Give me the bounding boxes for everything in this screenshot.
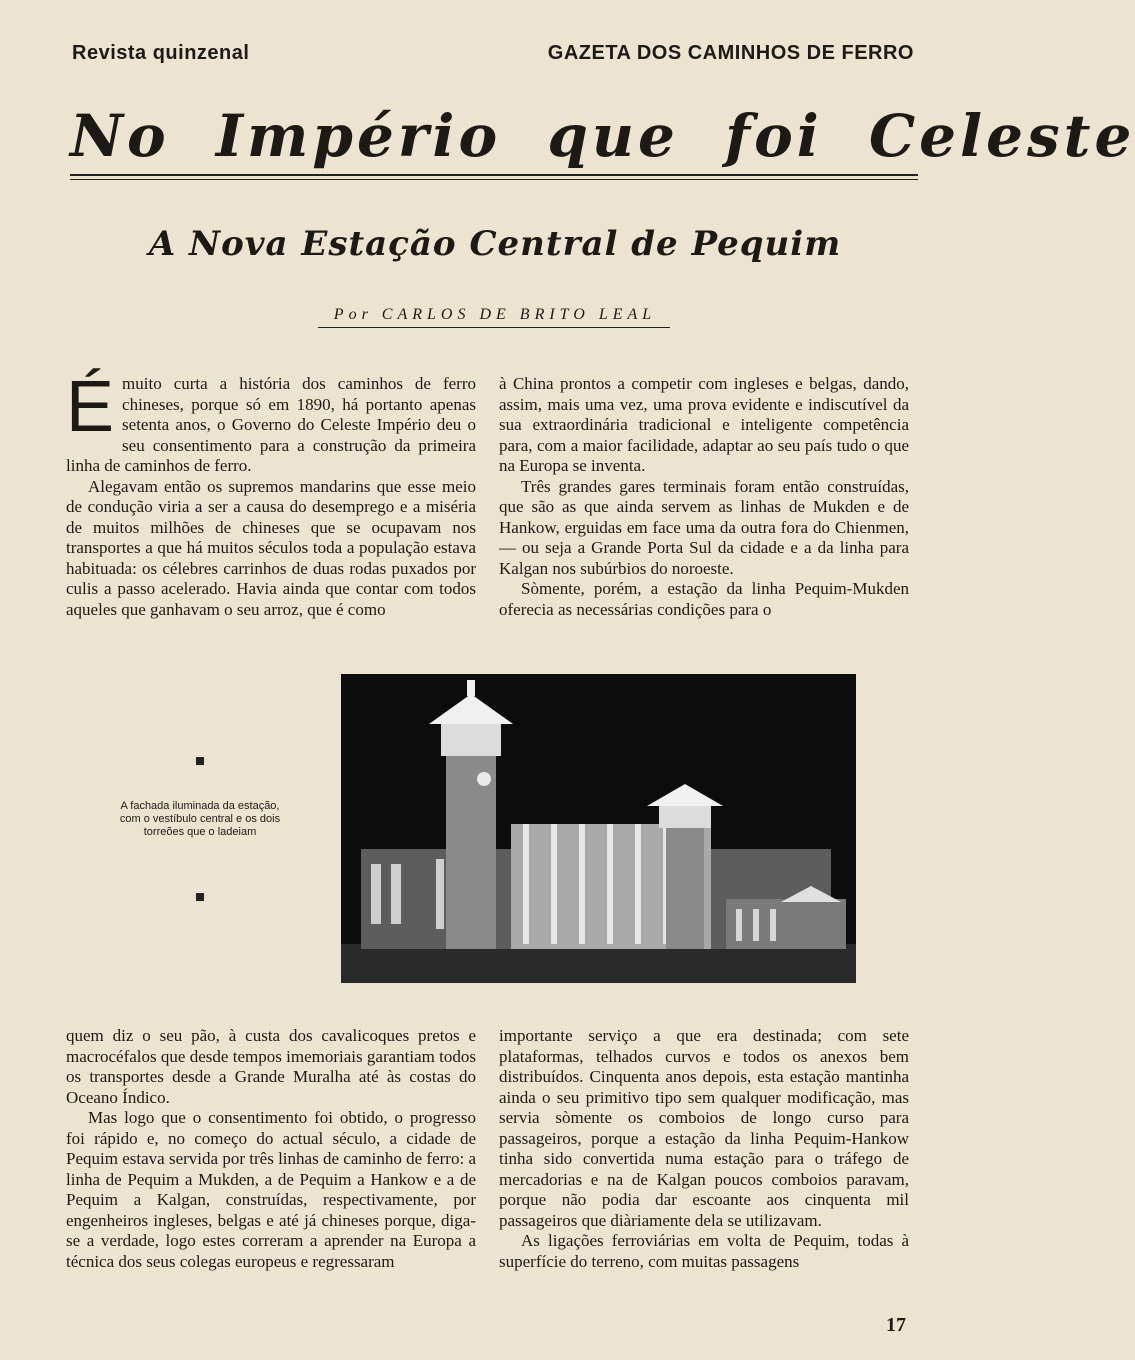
paragraph-8: importante serviço a que era destinada; com sete plataformas, telhados curvos e todos os anexos bem distribuídos. Cinquenta anos depois, esta estação mantinha ainda o seu primitivo tipo sem qualquer modificação, mas servia sòmente os comboios de longo curso para passageiros, porque a estação da linha Pequim-Hankow tinha sido convertida numa estação para o tráfego de mercadorias e na de Kalgan poucos comboios paravam, porque não podia dar escoante aos cinquenta mil passageiros que diàriamente dela se utilizavam. xyxy=(499,1026,909,1230)
caption-marker-top xyxy=(196,757,204,765)
article-title: No Império que foi Celeste xyxy=(70,102,1135,170)
byline: Por CARLOS DE BRITO LEAL xyxy=(333,306,657,323)
text-column-4 xyxy=(499,1026,909,1272)
paragraph-3: à China prontos a competir com ingleses e belgas, dando, assim, mais uma vez, uma prova evidente e indiscutível da sua extraordinária tradicional e inteligente competência para, com a maior facilidade, adaptar ao seu país tudo o que na Europa se inventa. xyxy=(499,374,909,475)
page-number: 17 xyxy=(886,1314,906,1336)
drop-cap: É xyxy=(66,367,115,447)
station-illustration xyxy=(341,674,856,983)
running-header-left: Revista quinzenal xyxy=(72,42,250,64)
paragraph-5: Sòmente, porém, a estação da linha Pequim-Mukden oferecia as necessárias condições para o xyxy=(499,579,909,619)
paragraph-1 xyxy=(66,367,476,477)
paragraph-4: Três grandes gares terminais foram então construídas, que são as que ainda servem as linhas de Mukden e de Hankow, erguidas em face uma da outra fora do Chienmen, — ou seja a Grande Porta Sul da cidade e a da linha para Kalgan nos subúrbios do noroeste. xyxy=(499,476,909,578)
running-header-right: GAZETA DOS CAMINHOS DE FERRO xyxy=(547,42,914,64)
paragraph-1-text: muito curta a história dos caminhos de ferro chineses, porque só em 1890, há portanto apenas setenta anos, o Governo do Celeste Império deu o seu consentimento para a construção da primeira linha de caminhos de ferro. xyxy=(66,374,476,475)
station-night-photo xyxy=(341,674,856,983)
paragraph-7: Mas logo que o consentimento foi obtido, o progresso foi rápido e, no começo do actual século, a cidade de Pequim estava servida por três linhas de caminho de ferro: a linha de Pequim a Mukden, a de Pequim a Hankow e a de Pequim a Kalgan, construídas, respectivamente, por engenheiros ingleses, belgas e até já chineses porque, diga-se a verdade, logo estes correram a aprender na Europa a técnica dos seus colegas europeus e regressaram xyxy=(66,1108,476,1271)
paragraph-9: As ligações ferroviárias em volta de Pequim, todas à superfície do terreno, com muitas passagens xyxy=(499,1231,909,1271)
text-column-3 xyxy=(66,1026,476,1272)
title-rule-thin xyxy=(70,179,918,180)
byline-rule xyxy=(318,327,670,328)
paragraph-2: Alegavam então os supremos mandarins que esse meio de condução viria a ser a causa do desemprego e a miséria de muitos milhões de chineses que se ocupavam nos transportes a que há muitos séculos toda a população estava habituada: os célebres carrinhos de duas rodas puxados por culis a passo acelerado. Havia ainda que contar com todos aqueles que ganhavam o seu arroz, que é como xyxy=(66,476,476,619)
text-column-2 xyxy=(499,374,909,620)
photo-caption: A fachada iluminada da estação, com o vestíbulo central e os dois torreões que o ladeiam xyxy=(119,800,281,838)
paragraph-6: quem diz o seu pão, à custa dos cavalicoques pretos e macrocéfalos que desde tempos imemoriais garantiam todos os transportes desde a Grande Muralha até às costas do Oceano Índico. xyxy=(66,1026,476,1107)
text-column-1 xyxy=(66,367,476,620)
title-rule-thick xyxy=(70,174,918,176)
caption-marker-bottom xyxy=(196,893,204,901)
article-subtitle: A Nova Estação Central de Pequim xyxy=(148,224,842,264)
